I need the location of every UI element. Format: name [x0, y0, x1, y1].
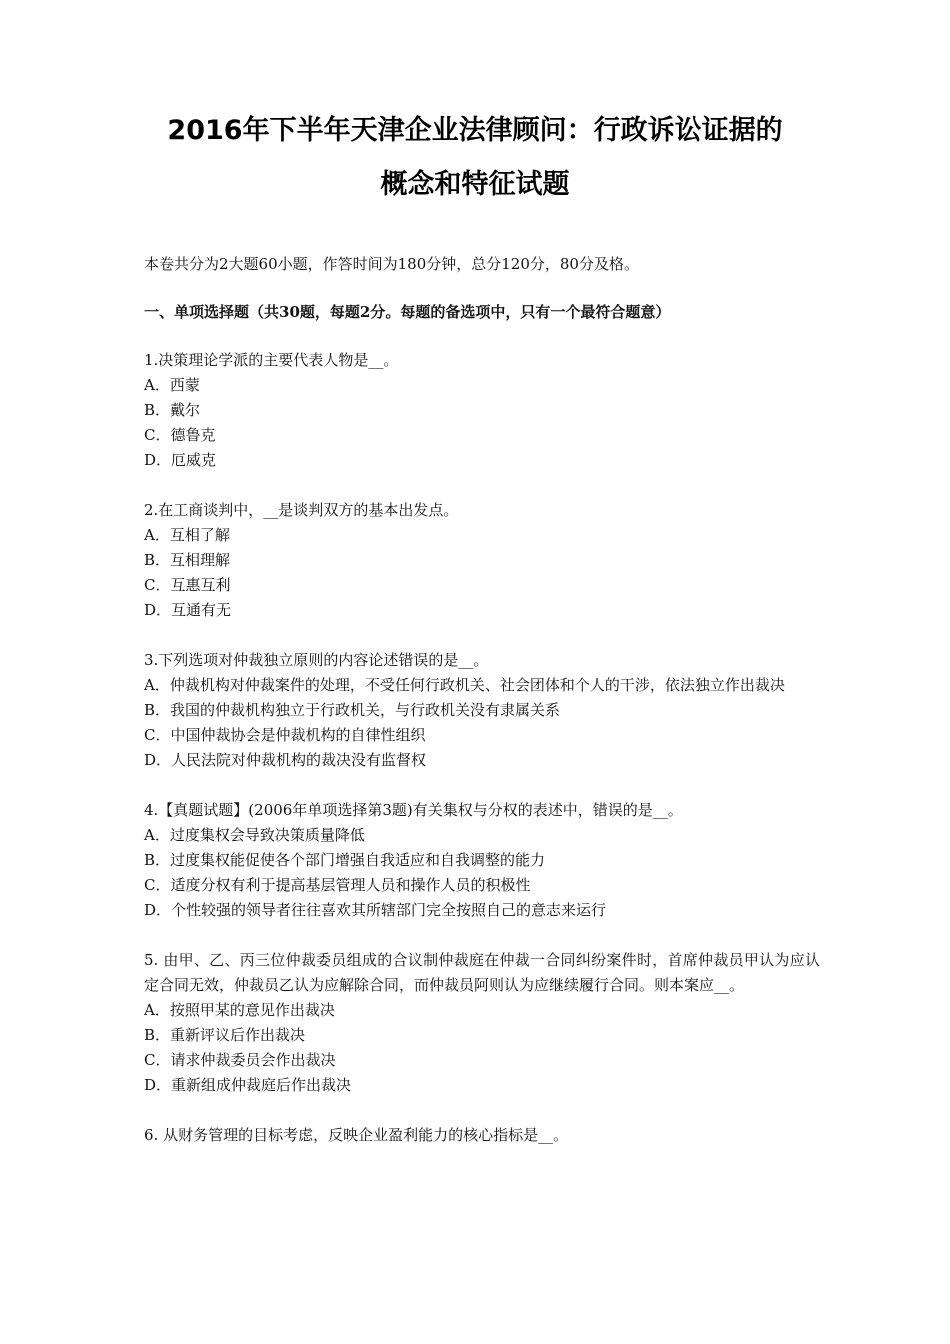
question-3	[144, 648, 820, 773]
option-d: D．互通有无	[144, 601, 232, 619]
question-stem: 6. 从财务管理的目标考虑，反映企业盈利能力的核心指标是__。	[144, 1126, 569, 1144]
question-stem: 3.下列选项对仲裁独立原则的内容论述错误的是__。	[144, 651, 489, 669]
option-a: A．西蒙	[144, 376, 200, 394]
section-heading: 一、单项选择题（共30题，每题2分。每题的备选项中，只有一个最符合题意）	[144, 303, 671, 321]
document-title-line-2: 概念和特征试题	[380, 169, 570, 200]
document-title-line-1: 2016年下半年天津企业法律顾问：行政诉讼证据的	[167, 115, 783, 146]
option-c: C．中国仲裁协会是仲裁机构的自律性组织	[144, 726, 426, 744]
question-1	[144, 348, 820, 473]
question-stem: 2.在工商谈判中，__是谈判双方的基本出发点。	[144, 501, 459, 519]
option-d: D．个性较强的领导者往往喜欢其所辖部门完全按照自己的意志来运行	[144, 901, 607, 919]
option-c: C．请求仲裁委员会作出裁决	[144, 1051, 336, 1069]
question-stem: 1.决策理论学派的主要代表人物是__。	[144, 351, 399, 369]
option-b: B．过度集权能促使各个部门增强自我适应和自我调整的能力	[144, 851, 546, 869]
option-d: D．重新组成仲裁庭后作出裁决	[144, 1076, 352, 1094]
option-b: B．我国的仲裁机构独立于行政机关，与行政机关没有隶属关系	[144, 701, 561, 719]
question-stem: 4.【真题试题】(2006年单项选择第3题)有关集权与分权的表述中，错误的是__。	[144, 801, 683, 819]
option-d: D．人民法院对仲裁机构的裁决没有监督权	[144, 751, 427, 769]
option-b: B．戴尔	[144, 401, 201, 419]
question-6	[144, 1123, 820, 1148]
question-5	[144, 948, 820, 1098]
question-stem: 5. 由甲、乙、丙三位仲裁委员组成的合议制仲裁庭在仲裁一合同纠纷案件时，首席仲裁员甲认为应认定合同无效，仲裁员乙认为应解除合同，而仲裁员阿则认为应继续履行合同。则本案应__。	[144, 951, 820, 994]
option-a: A．仲裁机构对仲裁案件的处理，不受任何行政机关、社会团体和个人的干涉，依法独立作出裁决	[144, 676, 785, 694]
option-a: A．互相了解	[144, 526, 230, 544]
option-a: A．按照甲某的意见作出裁决	[144, 1001, 335, 1019]
option-b: B．互相理解	[144, 551, 231, 569]
option-c: C．互惠互利	[144, 576, 231, 594]
option-c: C．适度分权有利于提高基层管理人员和操作人员的积极性	[144, 876, 531, 894]
option-b: B．重新评议后作出裁决	[144, 1026, 306, 1044]
option-c: C．德鲁克	[144, 426, 216, 444]
exam-intro: 本卷共分为2大题60小题，作答时间为180分钟，总分120分，80分及格。	[144, 255, 639, 273]
question-4	[144, 798, 820, 923]
question-2	[144, 498, 820, 623]
option-d: D．厄威克	[144, 451, 217, 469]
question-list	[144, 348, 820, 1173]
option-a: A．过度集权会导致决策质量降低	[144, 826, 365, 844]
